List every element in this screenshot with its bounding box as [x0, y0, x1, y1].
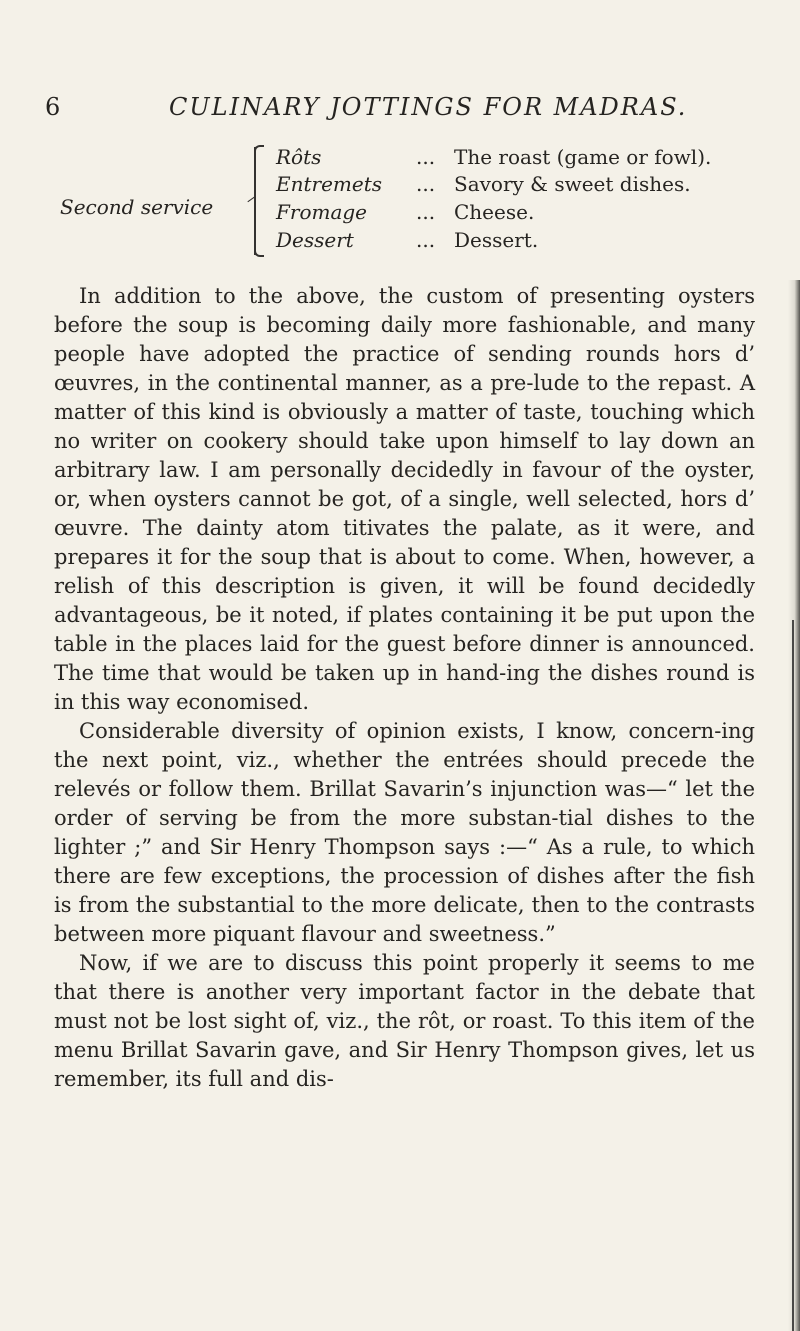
page-edge-line [792, 620, 794, 1331]
menu-ellipsis: ... [416, 228, 436, 252]
menu-row [276, 145, 796, 171]
menu-row [276, 172, 796, 198]
menu-brace [254, 147, 268, 255]
menu-description: Cheese. [454, 200, 535, 224]
menu-dish: Entremets [276, 172, 383, 196]
paragraph: Considerable diversity of opinion exists, I know, concern-ing the next point, viz., whether the entrées should precede the relevés or follow them. Brillat Savarin’s injunction was—“ let the order of serving be from the more substan-tial dishes to the lighter ;” and Sir Henry Thompson says :—“ As a rule, to which there are few exceptions, the procession of dishes after the fish is from the substantial to the more delicate, then to the contrasts between more piquant flavour and sweetness.” [54, 719, 755, 946]
paragraph: Now, if we are to discuss this point properly it seems to me that there is another very important factor in the debate that must not be lost sight of, viz., the rôt, or roast. To this item of the menu Brillat Savarin gave, and Sir Henry Thompson gives, let us remember, its full and dis- [54, 951, 755, 1091]
body-text [54, 282, 755, 1094]
menu-description: The roast (game or fowl). [454, 145, 712, 169]
menu-row [276, 228, 796, 254]
page-number: 6 [45, 93, 61, 121]
menu-row [276, 200, 796, 226]
page-header [45, 92, 755, 130]
page-edge-shadow [788, 280, 800, 1331]
second-service-label: Second service [60, 195, 214, 219]
second-service-menu [60, 145, 760, 265]
running-head: CULINARY JOTTINGS FOR MADRAS. [169, 93, 688, 121]
menu-ellipsis: ... [416, 200, 436, 224]
paragraph: In addition to the above, the custom of presenting oysters before the soup is becoming daily more fashionable, and many people have adopted the practice of sending rounds hors d’ œuvres, in the continental manner, as a pre-lude to the repast. A matter of this kind is obviously a matter of taste, touching which no writer on cookery should take upon himself to lay down an arbitrary law. I am personally decidedly in favour of the oyster, or, when oysters cannot be got, of a single, well selected, hors d’ œuvre. The dainty atom titivates the palate, as it were, and prepares it for the soup that is about to come. When, however, a relish of this description is given, it will be found decidedly advantageous, be it noted, if plates containing it be put upon the table in the places laid for the guest before dinner is announced. The time that would be taken up in hand-ing the dishes round is in this way economised. [54, 284, 755, 714]
menu-dish: Fromage [276, 200, 368, 224]
menu-dish: Dessert [276, 228, 354, 252]
menu-description: Dessert. [454, 228, 539, 252]
menu-ellipsis: ... [416, 172, 436, 196]
menu-dish: Rôts [276, 145, 322, 169]
menu-description: Savory & sweet dishes. [454, 172, 691, 196]
menu-ellipsis: ... [416, 145, 436, 169]
